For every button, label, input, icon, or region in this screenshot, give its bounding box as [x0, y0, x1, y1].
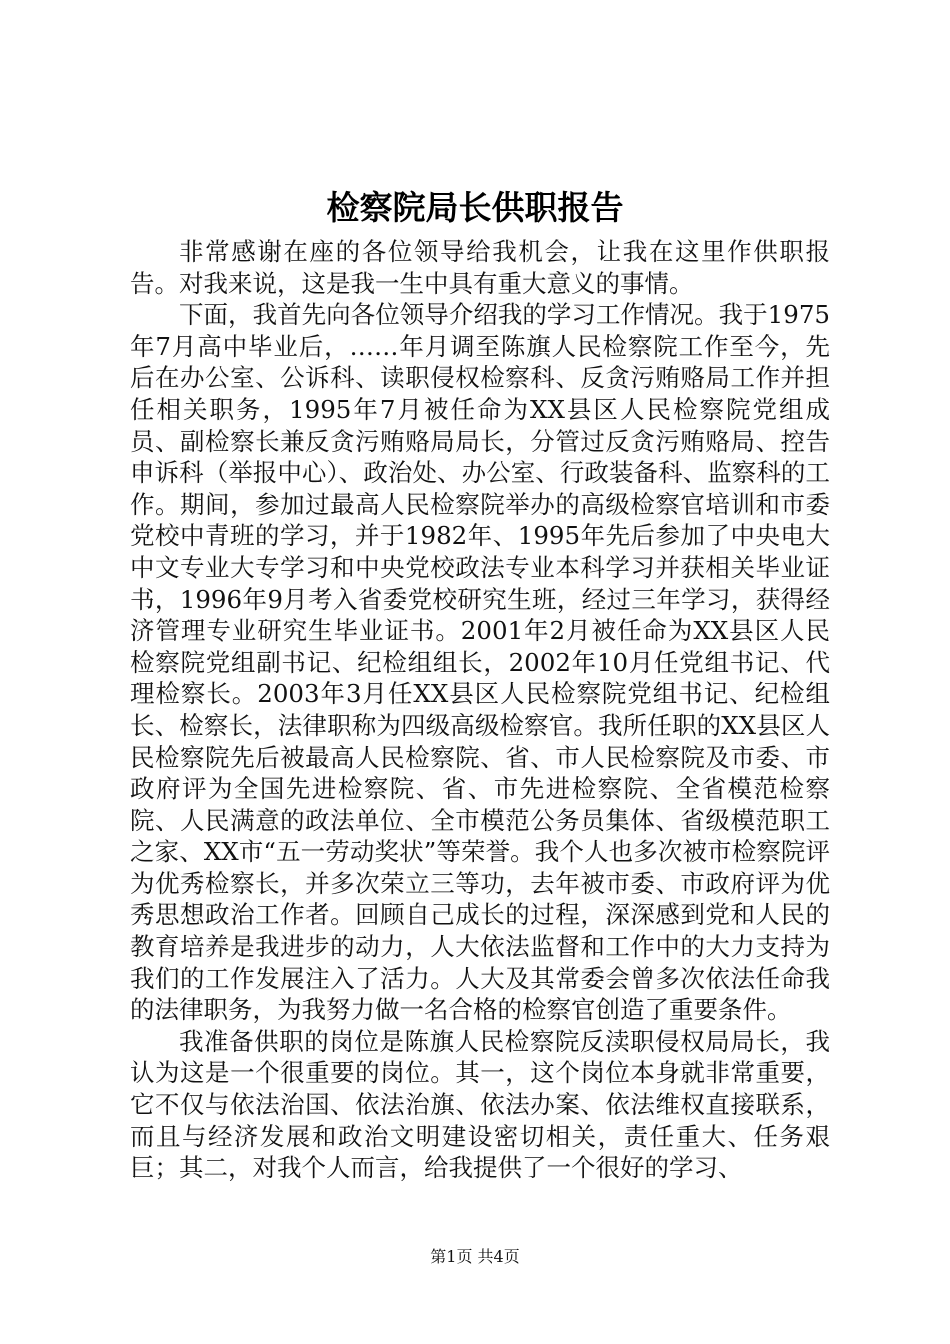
document-title: 检察院局长供职报告	[326, 188, 624, 227]
page-footer: 第1页 共4页	[430, 1247, 520, 1266]
paragraph-position: 我准备供职的岗位是陈旗人民检察院反渎职侵权局局长，我认为这是一个很重要的岗位。其一，这个岗位本身就非常重要，它不仅与依法治国、依法治旗、依法办案、依法维权直接联系，而且与经济发展和政治文明建设密切相关，责任重大、任务艰巨；其二，对我个人而言，给我提供了一个很好的学习、	[130, 1026, 830, 1183]
document-body	[130, 236, 830, 1184]
paragraph-work-history: 下面，我首先向各位领导介绍我的学习工作情况。我于1975年7月高中毕业后，……年月调至陈旗人民检察院工作至今，先后在办公室、公诉科、读职侵权检察科、反贪污贿赂局工作并担任相关职务，1995年7月被任命为XX县区人民检察院党组成员、副检察长兼反贪污贿赂局局长，分管过反贪污贿赂局、控告申诉科（举报中心）、政治处、办公室、行政装备科、监察科的工作。期间，参加过最高人民检察院举办的高级检察官培训和市委党校中青班的学习，并于1982年、1995年先后参加了中央电大中文专业大专学习和中央党校政法专业本科学习并获相关毕业证书，1996年9月考入省委党校研究生班，经过三年学习，获得经济管理专业研究生毕业证书。2001年2月被任命为XX县区人民检察院党组副书记、纪检组组长，2002年10月任党组书记、代理检察长。2003年3月任XX县区人民检察院党组书记、纪检组长、检察长，法律职称为四级高级检察官。我所任职的XX县区人民检察院先后被最高人民检察院、省、市人民检察院及市委、市政府评为全国先进检察院、省、市先进检察院、全省模范检察院、人民满意的政法单位、全市模范公务员集体、省级模范职工之家、XX市“五一劳动奖状”等荣誉。我个人也多次被市检察院评为优秀检察长，并多次荣立三等功，去年被市委、市政府评为优秀思想政治工作者。回顾自己成长的过程，深深感到党和人民的教育培养是我进步的动力，人大依法监督和工作中的大力支持为我们的工作发展注入了活力。人大及其常委会曾多次依法任命我的法律职务，为我努力做一名合格的检察官创造了重要条件。	[130, 300, 830, 1025]
paragraph-intro: 非常感谢在座的各位领导给我机会，让我在这里作供职报告。对我来说，这是我一生中具有重大意义的事情。	[130, 237, 830, 298]
